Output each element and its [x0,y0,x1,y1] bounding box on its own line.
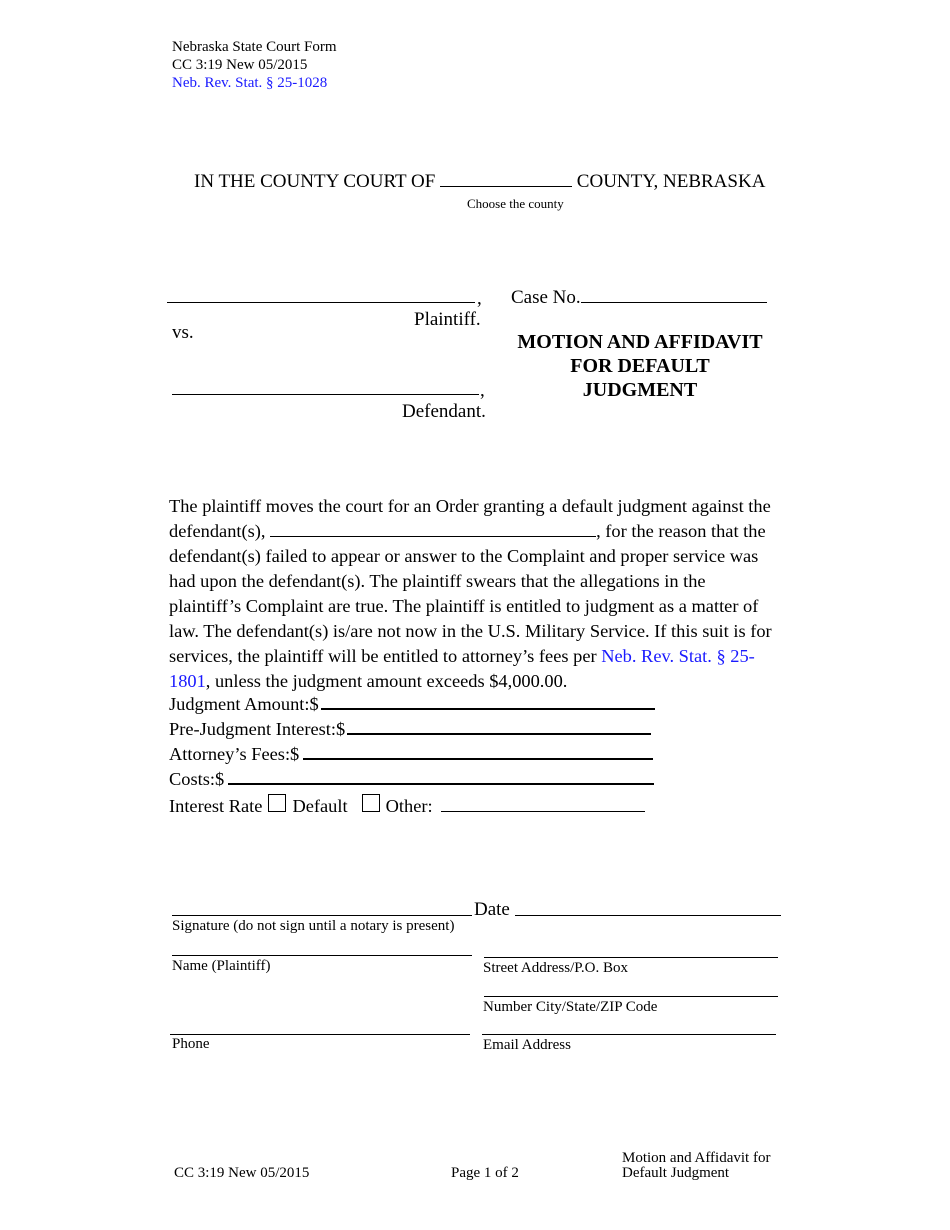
court-line [194,170,765,193]
footer-page: Page 1 of 2 [451,1165,519,1181]
street-field[interactable] [484,957,778,958]
signature-label: Signature (do not sign until a notary is present) [172,918,455,934]
attorneys-fees-label: Attorney’s Fees:$ [169,744,300,764]
name-label: Name (Plaintiff) [172,958,271,974]
form-name: Nebraska State Court Form [172,39,337,55]
defendant-name-field[interactable] [172,394,479,395]
date-field[interactable] [515,915,781,916]
case-no-label: Case No. [511,287,581,308]
prejudgment-interest-row [169,719,651,740]
email-field[interactable] [482,1034,776,1035]
email-label: Email Address [483,1037,571,1053]
title-line-1: MOTION AND AFFIDAVIT [517,331,763,353]
case-no-field[interactable] [581,286,767,303]
costs-row [169,769,654,790]
judgment-amount-label: Judgment Amount:$ [169,694,319,714]
judgment-amount-field[interactable] [321,694,655,710]
document-title [500,330,780,402]
other-checkbox[interactable] [362,794,380,812]
costs-field[interactable] [228,769,654,785]
other-option-label: Other: [385,796,433,816]
default-checkbox[interactable] [268,794,286,812]
county-hint: Choose the county [467,196,564,211]
title-line-2: FOR DEFAULT [570,355,710,377]
city-field[interactable] [484,996,778,997]
statute-link-1801[interactable]: Neb. Rev. Stat. § 25-1801 [169,646,755,691]
title-line-3: JUDGMENT [582,379,698,401]
defendant-label: Defendant. [402,401,486,422]
interest-rate-row [169,794,645,817]
name-field[interactable] [172,955,472,956]
case-number [511,286,767,309]
body-part-3: , unless the judgment amount exceeds $4,000.00. [205,671,568,691]
footer-title [622,1151,770,1181]
other-rate-field[interactable] [441,797,645,812]
phone-label: Phone [172,1036,210,1052]
court-suffix: COUNTY, NEBRASKA [576,171,766,192]
street-label: Street Address/P.O. Box [483,960,629,976]
signature-field[interactable] [172,915,472,916]
defendant-comma: , [480,380,485,401]
body-part-1: The plaintiff moves the court for an Order granting a default judgment against the defendant(s), [169,496,771,541]
date-label: Date [474,899,510,920]
interest-rate-label: Interest Rate [169,796,263,816]
form-id: CC 3:19 New 05/2015 [172,57,308,73]
statute-link[interactable]: Neb. Rev. Stat. § 25-1028 [172,75,328,91]
prejudgment-interest-label: Pre-Judgment Interest:$ [169,719,346,739]
court-prefix: IN THE COUNTY COURT OF [194,171,436,192]
county-field[interactable] [440,170,572,187]
motion-paragraph [169,494,781,694]
city-label: Number City/State/ZIP Code [483,999,658,1015]
plaintiff-name-field[interactable] [167,302,475,303]
prejudgment-interest-field[interactable] [347,719,651,735]
phone-field[interactable] [170,1034,470,1035]
attorneys-fees-row [169,744,653,765]
default-option-label: Default [292,796,348,816]
form-header [172,38,337,92]
vs-label: vs. [172,322,194,343]
plaintiff-label: Plaintiff. [414,309,481,330]
footer-form-id: CC 3:19 New 05/2015 [174,1165,310,1181]
costs-label: Costs:$ [169,769,225,789]
attorneys-fees-field[interactable] [303,744,653,760]
footer-title-line-1: Motion and Affidavit for [622,1150,771,1166]
plaintiff-comma: , [477,288,482,309]
defendant-names-field[interactable] [270,522,596,537]
judgment-amount-row [169,694,655,715]
footer-title-line-2: Default Judgment [622,1165,730,1181]
body-part-2: , for the reason that the defendant(s) failed to appear or answer to the Complaint and proper service was had upon the defendant(s). The plaintiff swears that the allegations in the plaintiff’s Complaint are true. The plaintiff is entitled to judgment as a matter of law. The defendant(s) is/are not now in the U.S. Military Service. If this suit is for services, the plaintiff will be entitled to attorney’s fees per [169,521,772,666]
